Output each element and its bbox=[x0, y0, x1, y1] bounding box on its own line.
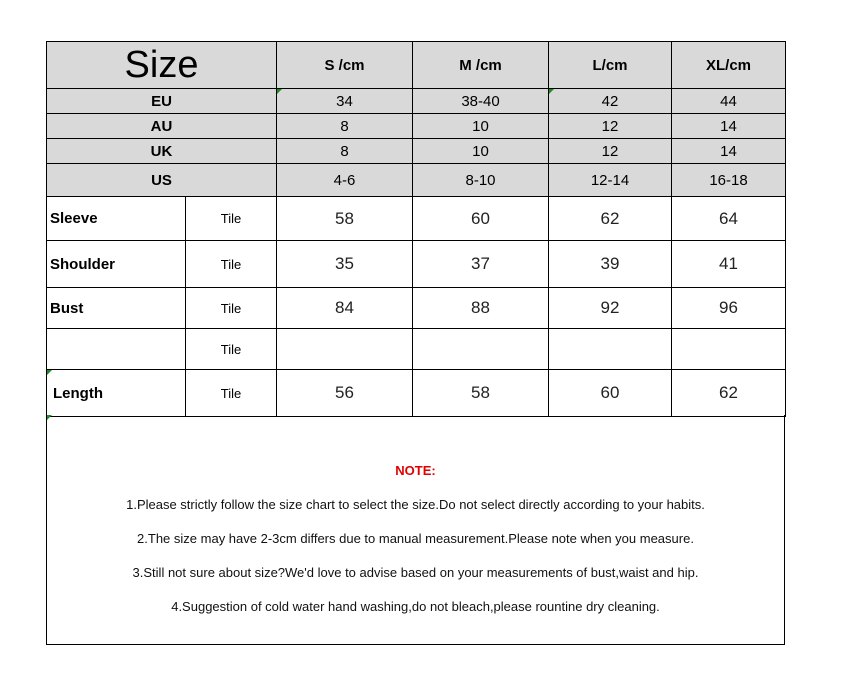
measurement-value: 84 bbox=[277, 288, 413, 329]
notes-box bbox=[46, 415, 785, 645]
measurement-value: 62 bbox=[672, 370, 786, 417]
measurement-row-sleeve bbox=[47, 197, 786, 241]
measurement-label: Bust bbox=[47, 288, 186, 329]
size-chart-table bbox=[46, 41, 786, 417]
region-label: AU bbox=[47, 114, 277, 139]
measurement-method: Tile bbox=[186, 197, 277, 241]
measurement-label bbox=[47, 329, 186, 370]
column-header-l: L/cm bbox=[549, 42, 672, 89]
region-value: 14 bbox=[672, 139, 786, 164]
measurement-value: 58 bbox=[413, 370, 549, 417]
measurement-value bbox=[413, 329, 549, 370]
measurement-value: 37 bbox=[413, 241, 549, 288]
region-value: 4-6 bbox=[277, 164, 413, 197]
region-value: 42 bbox=[549, 89, 672, 114]
measurement-value: 39 bbox=[549, 241, 672, 288]
measurement-row-length bbox=[47, 370, 786, 417]
measurement-value: 35 bbox=[277, 241, 413, 288]
measurement-value: 60 bbox=[413, 197, 549, 241]
note-line-1: 1.Please strictly follow the size chart to select the size.Do not select directly according to your habits. bbox=[126, 497, 705, 512]
measurement-method: Tile bbox=[186, 329, 277, 370]
region-value: 12 bbox=[549, 114, 672, 139]
measurement-value bbox=[277, 329, 413, 370]
region-value: 44 bbox=[672, 89, 786, 114]
region-value: 8 bbox=[277, 114, 413, 139]
region-value: 10 bbox=[413, 114, 549, 139]
region-value: 16-18 bbox=[672, 164, 786, 197]
region-value: 34 bbox=[277, 89, 413, 114]
note-line-3: 3.Still not sure about size?We'd love to advise based on your measurements of bust,waist and hip. bbox=[132, 565, 699, 580]
region-value: 12-14 bbox=[549, 164, 672, 197]
measurement-label: Length bbox=[47, 370, 186, 417]
measurement-method: Tile bbox=[186, 241, 277, 288]
column-header-m: M /cm bbox=[413, 42, 549, 89]
size-header-row bbox=[47, 42, 786, 89]
measurement-value: 92 bbox=[549, 288, 672, 329]
region-value: 10 bbox=[413, 139, 549, 164]
region-label: UK bbox=[47, 139, 277, 164]
region-row-uk bbox=[47, 139, 786, 164]
measurement-value: 62 bbox=[549, 197, 672, 241]
measurement-row-bust bbox=[47, 288, 786, 329]
region-value: 8 bbox=[277, 139, 413, 164]
measurement-value: 60 bbox=[549, 370, 672, 417]
column-header-s: S /cm bbox=[277, 42, 413, 89]
measurement-value bbox=[672, 329, 786, 370]
region-value: 8-10 bbox=[413, 164, 549, 197]
measurement-label: Sleeve bbox=[47, 197, 186, 241]
region-value: 14 bbox=[672, 114, 786, 139]
region-value: 12 bbox=[549, 139, 672, 164]
note-line-2: 2.The size may have 2-3cm differs due to manual measurement.Please note when you measure. bbox=[137, 531, 694, 546]
size-title: Size bbox=[47, 42, 277, 89]
note-title: NOTE: bbox=[395, 463, 436, 478]
measurement-value: 58 bbox=[277, 197, 413, 241]
region-row-au bbox=[47, 114, 786, 139]
region-label: EU bbox=[47, 89, 277, 114]
region-value: 38-40 bbox=[413, 89, 549, 114]
measurement-label: Shoulder bbox=[47, 241, 186, 288]
region-row-us bbox=[47, 164, 786, 197]
region-label: US bbox=[47, 164, 277, 197]
measurement-method: Tile bbox=[186, 288, 277, 329]
note-line-4: 4.Suggestion of cold water hand washing,do not bleach,please rountine dry cleaning. bbox=[171, 599, 660, 614]
region-row-eu bbox=[47, 89, 786, 114]
column-header-xl: XL/cm bbox=[672, 42, 786, 89]
measurement-row-shoulder bbox=[47, 241, 786, 288]
measurement-method: Tile bbox=[186, 370, 277, 417]
measurement-value: 41 bbox=[672, 241, 786, 288]
measurement-value bbox=[549, 329, 672, 370]
measurement-value: 56 bbox=[277, 370, 413, 417]
measurement-row-blank bbox=[47, 329, 786, 370]
measurement-value: 88 bbox=[413, 288, 549, 329]
measurement-value: 96 bbox=[672, 288, 786, 329]
measurement-value: 64 bbox=[672, 197, 786, 241]
